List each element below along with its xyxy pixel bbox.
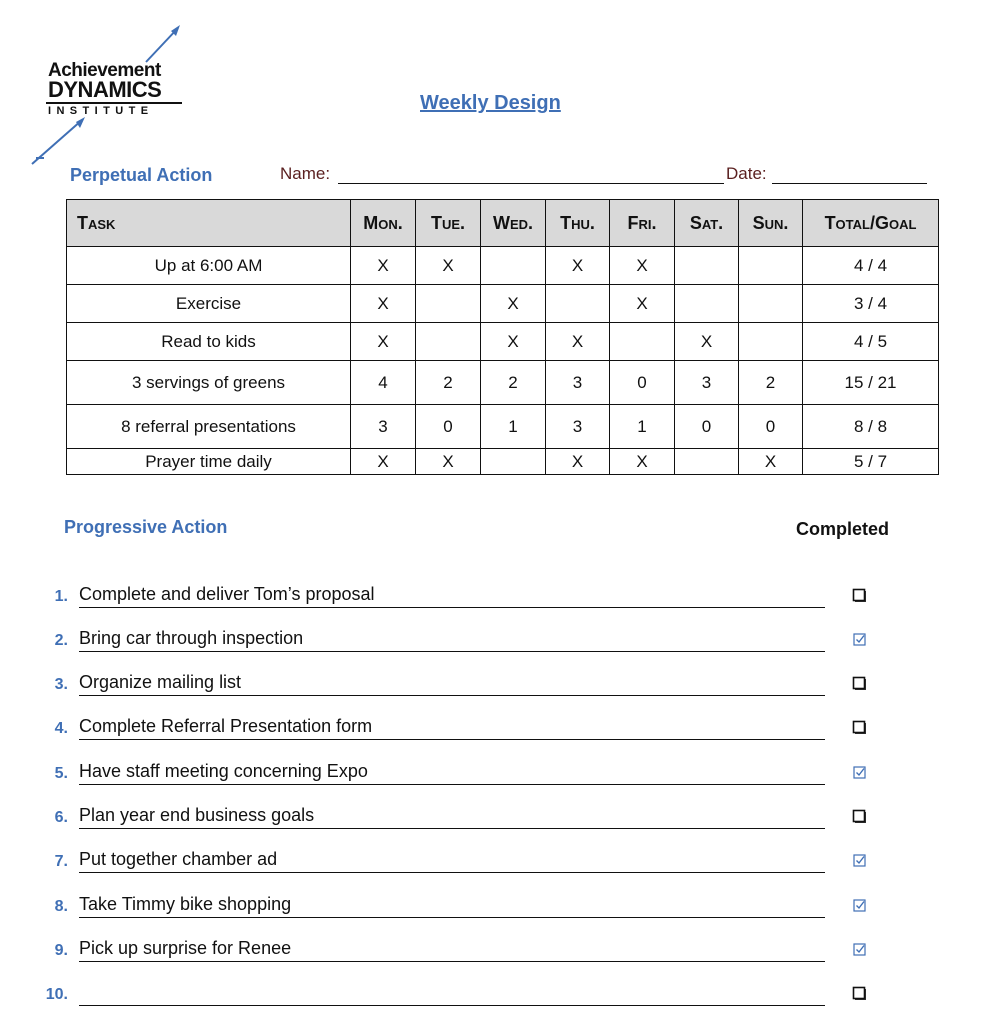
logo-text-achievement: Achievement bbox=[48, 60, 161, 81]
total-cell: 3 / 4 bbox=[803, 285, 939, 323]
day-cell: X bbox=[416, 247, 481, 285]
col-header-wed: Wed. bbox=[481, 200, 546, 247]
day-cell: X bbox=[351, 323, 416, 361]
item-number: 2. bbox=[54, 632, 68, 649]
name-label: Name: bbox=[280, 164, 331, 183]
item-number: 7. bbox=[54, 853, 68, 870]
day-cell bbox=[739, 285, 803, 323]
item-text: Put together chamber ad bbox=[79, 849, 278, 869]
checkbox-unchecked-icon[interactable] bbox=[852, 588, 868, 604]
item-number: 1. bbox=[54, 588, 68, 605]
day-cell: X bbox=[675, 323, 739, 361]
table-header-row bbox=[67, 200, 939, 247]
day-cell bbox=[675, 449, 739, 475]
col-header-thu: Thu. bbox=[546, 200, 610, 247]
item-text: Have staff meeting concerning Expo bbox=[79, 761, 368, 781]
item-number: 10. bbox=[45, 986, 68, 1003]
day-cell: 3 bbox=[351, 405, 416, 449]
day-cell: X bbox=[351, 247, 416, 285]
day-cell: 0 bbox=[610, 361, 675, 405]
checkbox-unchecked-icon[interactable] bbox=[852, 809, 868, 825]
day-cell: X bbox=[610, 247, 675, 285]
action-item bbox=[0, 628, 1006, 676]
checkbox-unchecked-icon[interactable] bbox=[852, 986, 868, 1002]
name-field[interactable] bbox=[338, 183, 724, 184]
action-item bbox=[0, 805, 1006, 853]
task-cell: Exercise bbox=[67, 285, 351, 323]
day-cell bbox=[739, 247, 803, 285]
day-cell: X bbox=[546, 323, 610, 361]
perpetual-action-table bbox=[66, 199, 939, 475]
item-underline bbox=[79, 828, 825, 829]
day-cell bbox=[416, 323, 481, 361]
col-header-task: Task bbox=[67, 200, 351, 247]
total-cell: 8 / 8 bbox=[803, 405, 939, 449]
task-cell: 8 referral presentations bbox=[67, 405, 351, 449]
day-cell bbox=[739, 323, 803, 361]
item-underline bbox=[79, 739, 825, 740]
item-text: Organize mailing list bbox=[79, 672, 242, 692]
item-underline[interactable] bbox=[79, 1005, 825, 1006]
day-cell: 3 bbox=[546, 405, 610, 449]
perpetual-action-heading: Perpetual Action bbox=[70, 165, 213, 185]
table-row bbox=[67, 449, 939, 475]
institute-logo bbox=[30, 22, 200, 172]
total-cell: 4 / 4 bbox=[803, 247, 939, 285]
day-cell: X bbox=[610, 285, 675, 323]
item-text: Plan year end business goals bbox=[79, 805, 315, 825]
day-cell bbox=[546, 285, 610, 323]
item-text: Bring car through inspection bbox=[79, 628, 304, 648]
total-cell: 5 / 7 bbox=[803, 449, 939, 475]
task-cell: 3 servings of greens bbox=[67, 361, 351, 405]
table-row bbox=[67, 247, 939, 285]
logo-text-dynamics: DYNAMICS bbox=[48, 77, 162, 102]
day-cell: X bbox=[481, 285, 546, 323]
table-row bbox=[67, 405, 939, 449]
date-label: Date: bbox=[726, 164, 767, 183]
date-field[interactable] bbox=[772, 183, 927, 184]
checkbox-checked-icon[interactable] bbox=[852, 898, 868, 914]
checkbox-unchecked-icon[interactable] bbox=[852, 720, 868, 736]
action-item bbox=[0, 938, 1006, 986]
checkbox-checked-icon[interactable] bbox=[852, 632, 868, 648]
day-cell: X bbox=[546, 247, 610, 285]
table-row bbox=[67, 323, 939, 361]
item-underline bbox=[79, 695, 825, 696]
action-item bbox=[0, 894, 1006, 942]
day-cell: 4 bbox=[351, 361, 416, 405]
day-cell: 0 bbox=[675, 405, 739, 449]
action-item bbox=[0, 672, 1006, 720]
col-header-total-goal: Total/Goal bbox=[803, 200, 939, 247]
checkbox-checked-icon[interactable] bbox=[852, 765, 868, 781]
day-cell: 3 bbox=[675, 361, 739, 405]
day-cell: 0 bbox=[739, 405, 803, 449]
day-cell bbox=[481, 247, 546, 285]
day-cell: X bbox=[739, 449, 803, 475]
action-item bbox=[0, 986, 1006, 1030]
col-header-mon: Mon. bbox=[351, 200, 416, 247]
item-underline bbox=[79, 872, 825, 873]
item-underline bbox=[79, 607, 825, 608]
day-cell: 1 bbox=[481, 405, 546, 449]
item-number: 8. bbox=[54, 898, 68, 915]
day-cell bbox=[416, 285, 481, 323]
day-cell bbox=[610, 323, 675, 361]
day-cell: X bbox=[610, 449, 675, 475]
action-item bbox=[0, 716, 1006, 764]
day-cell: 3 bbox=[546, 361, 610, 405]
progressive-action-heading: Progressive Action bbox=[64, 517, 228, 537]
day-cell: 2 bbox=[416, 361, 481, 405]
page-title: Weekly Design bbox=[420, 92, 561, 114]
day-cell: X bbox=[351, 449, 416, 475]
logo-divider bbox=[46, 102, 182, 104]
day-cell: X bbox=[351, 285, 416, 323]
day-cell: 0 bbox=[416, 405, 481, 449]
item-text: Complete Referral Presentation form bbox=[79, 716, 373, 736]
total-cell: 15 / 21 bbox=[803, 361, 939, 405]
total-cell: 4 / 5 bbox=[803, 323, 939, 361]
col-header-sat: Sat. bbox=[675, 200, 739, 247]
col-header-sun: Sun. bbox=[739, 200, 803, 247]
col-header-fri: Fri. bbox=[610, 200, 675, 247]
day-cell: X bbox=[546, 449, 610, 475]
task-cell: Read to kids bbox=[67, 323, 351, 361]
item-number: 3. bbox=[54, 676, 68, 693]
item-number: 6. bbox=[54, 809, 68, 826]
action-item bbox=[0, 584, 1006, 632]
completed-column-heading: Completed bbox=[796, 519, 890, 539]
item-number: 4. bbox=[54, 720, 68, 737]
item-underline bbox=[79, 961, 825, 962]
day-cell: X bbox=[481, 323, 546, 361]
item-text: Pick up surprise for Renee bbox=[79, 938, 292, 958]
item-text: Take Timmy bike shopping bbox=[79, 894, 292, 914]
action-item bbox=[0, 761, 1006, 809]
item-underline bbox=[79, 784, 825, 785]
task-cell: Prayer time daily bbox=[67, 449, 351, 475]
checkbox-unchecked-icon[interactable] bbox=[852, 676, 868, 692]
checkbox-checked-icon[interactable] bbox=[852, 942, 868, 958]
logo-text-institute: INSTITUTE bbox=[48, 105, 154, 117]
day-cell bbox=[675, 247, 739, 285]
checkbox-checked-icon[interactable] bbox=[852, 853, 868, 869]
col-header-tue: Tue. bbox=[416, 200, 481, 247]
day-cell: 2 bbox=[739, 361, 803, 405]
item-number: 9. bbox=[54, 942, 68, 959]
item-underline bbox=[79, 651, 825, 652]
day-cell bbox=[675, 285, 739, 323]
day-cell bbox=[481, 449, 546, 475]
item-text: Complete and deliver Tom’s proposal bbox=[79, 584, 375, 604]
day-cell: 2 bbox=[481, 361, 546, 405]
action-item bbox=[0, 849, 1006, 897]
day-cell: X bbox=[416, 449, 481, 475]
task-cell: Up at 6:00 AM bbox=[67, 247, 351, 285]
table-row bbox=[67, 361, 939, 405]
day-cell: 1 bbox=[610, 405, 675, 449]
item-number: 5. bbox=[54, 765, 68, 782]
table-row bbox=[67, 285, 939, 323]
item-underline bbox=[79, 917, 825, 918]
